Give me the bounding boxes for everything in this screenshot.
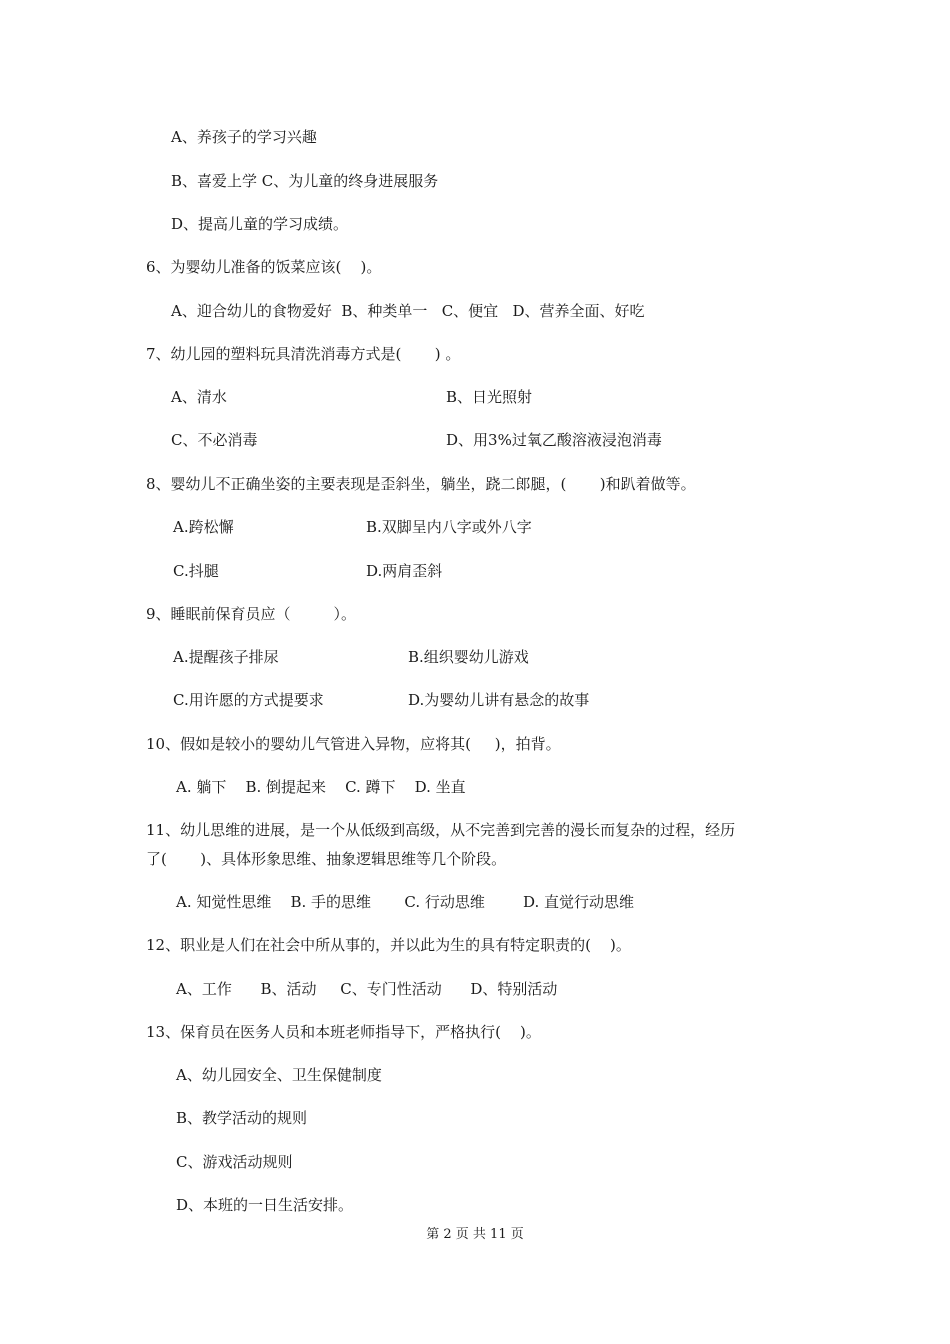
- option-9c: C.用许愿的方式提要求: [173, 691, 324, 709]
- option-9a: A.提醒孩子排尿: [173, 648, 279, 666]
- option-8d: D.两肩歪斜: [366, 562, 443, 580]
- options-6: A、迎合幼儿的食物爱好 B、种类单一 C、便宜 D、营养全面、好吃: [171, 302, 645, 320]
- question-7: 7、幼儿园的塑料玩具清洗消毒方式是( ) 。: [146, 345, 461, 363]
- option-7d: D、用3%过氧乙酸溶液浸泡消毒: [446, 431, 662, 449]
- question-12: 12、职业是人们在社会中所从事的，并以此为生的具有特定职责的( )。: [146, 936, 631, 954]
- option-13d: D、本班的一日生活安排。: [176, 1196, 354, 1214]
- option-13c: C、游戏活动规则: [176, 1153, 293, 1171]
- option-9d: D.为婴幼儿讲有悬念的故事: [408, 691, 590, 709]
- option-8c: C.抖腿: [173, 562, 219, 580]
- option-13b: B、教学活动的规则: [176, 1109, 308, 1127]
- options-12: A、工作 B、活动 C、专门性活动 D、特别活动: [176, 980, 558, 998]
- option-13a: A、幼儿园安全、卫生保健制度: [176, 1066, 382, 1084]
- option-8b: B.双脚呈内八字或外八字: [366, 518, 532, 536]
- option-5a: A、养孩子的学习兴趣: [171, 128, 317, 146]
- question-11-line2: 了( )、具体形象思维、抽象逻辑思维等几个阶段。: [146, 850, 507, 868]
- question-11-line1: 11、幼儿思维的进展，是一个从低级到高级，从不完善到完善的漫长而复杂的过程，经历: [146, 821, 736, 839]
- question-6: 6、为婴幼儿准备的饭菜应该( )。: [146, 258, 382, 276]
- question-13: 13、保育员在医务人员和本班老师指导下，严格执行( )。: [146, 1023, 541, 1041]
- option-5d: D、提高儿童的学习成绩。: [171, 215, 349, 233]
- option-7b: B、日光照射: [446, 388, 533, 406]
- option-5b-5c: B、喜爱上学 C、为儿童的终身进展服务: [171, 172, 439, 190]
- question-8: 8、婴幼儿不正确坐姿的主要表现是歪斜坐，躺坐，跷二郎腿，( )和趴着做等。: [146, 475, 696, 493]
- question-10: 10、假如是较小的婴幼儿气管进入异物，应将其( )，拍背。: [146, 735, 561, 753]
- options-10: A. 躺下 B. 倒提起来 C. 蹲下 D. 坐直: [176, 778, 466, 796]
- option-9b: B.组织婴幼儿游戏: [408, 648, 529, 666]
- question-9: 9、睡眠前保育员应（ ）。: [146, 605, 356, 623]
- option-7a: A、清水: [171, 388, 227, 406]
- options-11: A. 知觉性思维 B. 手的思维 C. 行动思维 D. 直觉行动思维: [176, 893, 635, 911]
- option-8a: A.跨松懈: [173, 518, 234, 536]
- option-7c: C、不必消毒: [171, 431, 258, 449]
- page-footer: 第 2 页 共 11 页: [426, 1227, 524, 1242]
